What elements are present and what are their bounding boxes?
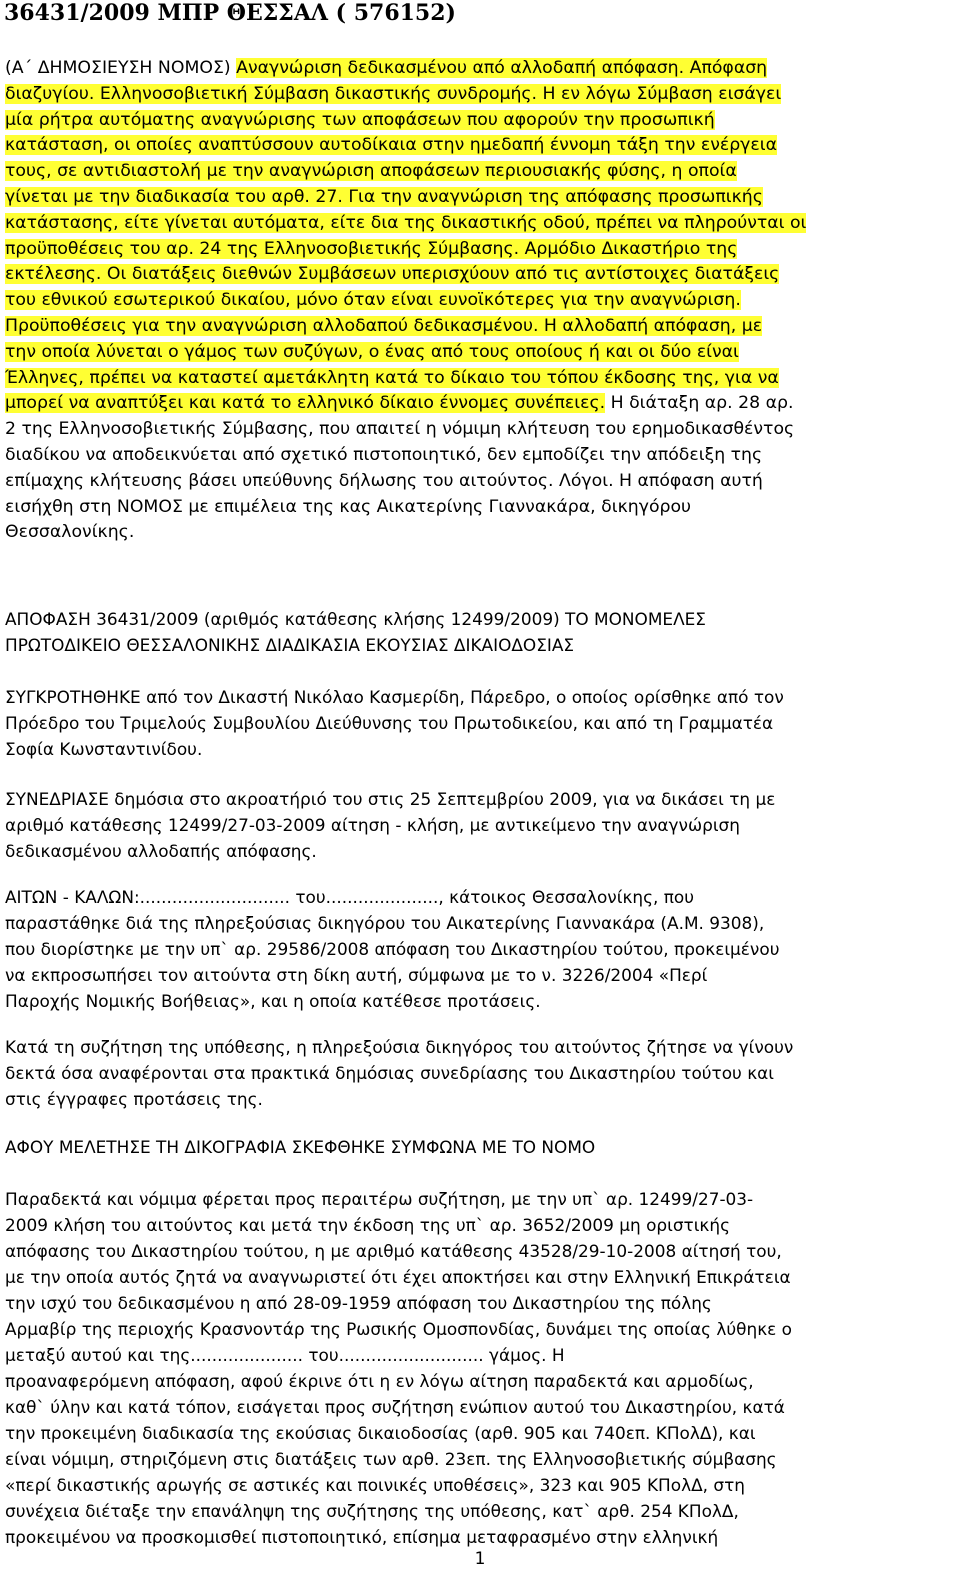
page-number: 1 [474, 1549, 486, 1569]
paragraph-line: δεδικασμένου αλλοδαπής απόφασης. [5, 841, 317, 861]
document-title: 36431/2009 ΜΠΡ ΘΕΣΣΑΛ ( 576152) [4, 0, 456, 26]
paragraph-line: που διορίστηκε με την υπ` αρ. 29586/2008 απόφαση του Δικαστηρίου τούτου, προκειμένου [5, 939, 780, 959]
paragraph-line: Πρόεδρο του Τριμελούς Συμβουλίου Διεύθυνσης του Πρωτοδικείου, και από τη Γραμματέα [5, 713, 774, 733]
hearing-paragraph [5, 1034, 949, 1112]
composition-paragraph [5, 684, 949, 762]
paragraph-line: στις έγγραφες προτάσεις της. [5, 1089, 263, 1109]
summary-line [5, 185, 949, 211]
applicant-paragraph [5, 884, 949, 1014]
paragraph-line: Αρμαβίρ της περιοχής Κρασνοντάρ της Ρωσικής Ομοσπονδίας, δυνάμει της οποίας λύθηκε ο [5, 1319, 793, 1339]
paragraph-line: καθ` ύλην και κατά τόπον, εισάγεται προς συζήτηση ενώπιον αυτού του Δικαστηρίου, κατά [5, 1397, 785, 1417]
highlighted-text: μπορεί να αναπτύξει και κατά το ελληνικό δίκαιο έννομες συνέπειες. [5, 393, 606, 414]
summary-line [5, 262, 949, 288]
summary-line [5, 133, 949, 159]
summary-text: διαδίκου να αποδεικνύεται από σχετικό πιστοποιητικό, δεν εμποδίζει την απόδειξη της [5, 444, 763, 465]
highlighted-text: εκτέλεσης. Οι διατάξεις διεθνών Συμβάσεων υπερισχύουν από τις αντίστοιχες διατάξεις [5, 264, 780, 285]
paragraph-line: να εκπροσωπήσει τον αιτούντα στη δίκη αυτή, σύμφωνα με το ν. 3226/2004 «Περί [5, 965, 708, 985]
paragraph-line: ΣΥΓΚΡΟΤΗΘΗΚΕ από τον Δικαστή Νικόλαο Κασμερίδη, Πάρεδρο, ο οποίος ορίσθηκε από τον [5, 687, 784, 707]
summary-line [5, 108, 949, 134]
highlighted-text: μία ρήτρα αυτόματης αναγνώρισης των αποφάσεων που αφορούν την προσωπική [5, 109, 715, 130]
summary-line [5, 495, 949, 521]
summary-line [5, 56, 949, 82]
summary-text: 2 της Ελληνοσοβιετικής Σύμβασης, που απαιτεί η νόμιμη κλήτευση του ερημοδικασθέντος [5, 419, 795, 440]
paragraph-line: Παραδεκτά και νόμιμα φέρεται προς περαιτέρω συζήτηση, με την υπ` αρ. 12499/27-03- [5, 1189, 754, 1209]
summary-text: Η διάταξη αρ. 28 αρ. [605, 393, 794, 414]
paragraph-line: Κατά τη συζήτηση της υπόθεσης, η πληρεξούσια δικηγόρος του αιτούντος ζήτησε να γίνουν [5, 1037, 794, 1057]
paragraph-line: ΑΙΤΩΝ - ΚΑΛΩΝ:............................ του....................., κάτοικος Θεσσαλονίκης, που [5, 887, 695, 907]
paragraph-line: ΑΠΟΦΑΣΗ 36431/2009 (αριθμός κατάθεσης κλήσης 12499/2009) ΤΟ ΜΟΝΟΜΕΛΕΣ [5, 609, 706, 629]
summary-line [5, 366, 949, 392]
paragraph-line: δεκτά όσα αναφέρονται στα πρακτικά δημόσιας συνεδρίασης του Δικαστηρίου τούτου και [5, 1063, 775, 1083]
highlighted-text: του εθνικού εσωτερικού δικαίου, μόνο όταν είναι ευνοϊκότερες για την αναγνώριση. [5, 290, 741, 311]
summary-line [5, 340, 949, 366]
paragraph-line: απόφασης του Δικαστηρίου τούτου, η με αριθμό κατάθεσης 43528/29-10-2008 αίτησή του, [5, 1241, 782, 1261]
summary-line [5, 159, 949, 185]
summary-text: (Α΄ ΔΗΜΟΣΙΕΥΣΗ ΝΟΜΟΣ) [5, 58, 237, 78]
highlighted-text: διαζυγίου. Ελληνοσοβιετική Σύμβαση δικαστικής συνδρομής. Η εν λόγω Σύμβαση εισάγει [5, 83, 782, 104]
summary-text: εισήχθη στη ΝΟΜΟΣ με επιμέλεια της κας Αικατερίνης Γιαννακάρα, δικηγόρου [5, 496, 692, 517]
summary-line [5, 314, 949, 340]
paragraph-line: είναι νόμιμη, στηριζόμενη στις διατάξεις των αρθ. 23επ. της Ελληνοσοβιετικής σύμβασης [5, 1449, 777, 1469]
highlighted-text: τους, σε αντιδιαστολή με την αναγνώριση αποφάσεων περιουσιακής φύσης, η οποία [5, 161, 737, 182]
paragraph-line: μεταξύ αυτού και της..................... του........................... γάμος. Η [5, 1345, 565, 1365]
paragraph-line: 2009 κλήση του αιτούντος και μετά την έκδοση της υπ` αρ. 3652/2009 μη οριστικής [5, 1215, 731, 1235]
paragraph-line: προκειμένου να προσκομισθεί πιστοποιητικό, επίσημα μεταφρασμένο στην ελληνική [5, 1527, 719, 1547]
summary-abstract [5, 56, 949, 546]
decision-heading [5, 606, 949, 658]
summary-line [5, 288, 949, 314]
paragraph-line: ΑΦΟΥ ΜΕΛΕΤΗΣΕ ΤΗ ΔΙΚΟΓΡΑΦΙΑ ΣΚΕΦΘΗΚΕ ΣΥΜΦΩΝΑ ΜΕ ΤΟ ΝΟΜΟ [5, 1137, 596, 1157]
summary-text: επίμαχης κλήτευσης βάσει υπεύθυνης δήλωσης του αιτούντος. Λόγοι. Η απόφαση αυτή [5, 470, 763, 491]
summary-line [5, 469, 949, 495]
highlighted-text: γίνεται με την διαδικασία του αρθ. 27. Για την αναγνώριση της απόφασης προσωπικής [5, 186, 763, 207]
summary-line [5, 211, 949, 237]
paragraph-line: παραστάθηκε διά της πληρεξούσιας δικηγόρου του Αικατερίνης Γιαννακάρα (Α.Μ. 9308), [5, 913, 765, 933]
paragraph-line: την προκειμένη διαδικασία της εκούσιας δικαιοδοσίας (αρθ. 905 και 740επ. ΚΠολΔ), και [5, 1423, 756, 1443]
summary-text: Θεσσαλονίκης. [5, 522, 135, 543]
paragraph-line: την ισχύ του δεδικασμένου η από 28-09-1959 απόφαση του Δικαστηρίου της πόλης [5, 1293, 712, 1313]
session-paragraph [5, 786, 949, 864]
highlighted-text: Έλληνες, πρέπει να καταστεί αμετάκλητη κατά το δίκαιο του τόπου έκδοσης της, για να [5, 367, 779, 388]
highlighted-text: προϋποθέσεις του αρ. 24 της Ελληνοσοβιετικής Σύμβασης. Αρμόδιο Δικαστήριο της [5, 238, 738, 259]
deliberation-heading [5, 1134, 949, 1160]
highlighted-text: Αναγνώριση δεδικασμένου από αλλοδαπή απόφαση. Απόφαση [236, 58, 768, 78]
paragraph-line: συνέχεια διέταξε την επανάληψη της συζήτησης της υπόθεσης, κατ` αρθ. 254 ΚΠολΔ, [5, 1501, 739, 1521]
summary-line [5, 520, 949, 546]
summary-line [5, 443, 949, 469]
paragraph-line: ΠΡΩΤΟΔΙΚΕΙΟ ΘΕΣΣΑΛΟΝΙΚΗΣ ΔΙΑΔΙΚΑΣΙΑ ΕΚΟΥΣΙΑΣ ΔΙΚΑΙΟΔΟΣΙΑΣ [5, 635, 575, 655]
summary-line [5, 82, 949, 108]
highlighted-text: κατάσταση, οι οποίες αναπτύσσουν αυτοδίκαια στην ημεδαπή έννομη τάξη την ενέργεια [5, 135, 777, 156]
reasoning-paragraph [5, 1186, 949, 1550]
paragraph-line: με την οποία αυτός ζητά να αναγνωριστεί ότι έχει αποκτήσει και στην Ελληνική Επικράτεια [5, 1267, 791, 1287]
paragraph-line: Σοφία Κωνσταντινίδου. [5, 739, 203, 759]
paragraph-line: «περί δικαστικής αρωγής σε αστικές και ποινικές υποθέσεις», 323 και 905 ΚΠολΔ, στη [5, 1475, 745, 1495]
paragraph-line: αριθμό κατάθεσης 12499/27-03-2009 αίτηση - κλήση, με αντικείμενο την αναγνώριση [5, 815, 740, 835]
highlighted-text: την οποία λύνεται ο γάμος των συζύγων, ο ένας από τους οποίους ή και οι δύο είναι [5, 341, 739, 362]
paragraph-line: ΣΥΝΕΔΡΙΑΣΕ δημόσια στο ακροατήριό του στις 25 Σεπτεμβρίου 2009, για να δικάσει τη με [5, 789, 776, 809]
summary-line [5, 237, 949, 263]
paragraph-line: Παροχής Νομικής Βοήθειας», και η οποία κατέθεσε προτάσεις. [5, 991, 541, 1011]
highlighted-text: Προϋποθέσεις για την αναγνώριση αλλοδαπού δεδικασμένου. Η αλλοδαπή απόφαση, με [5, 315, 763, 336]
highlighted-text: κατάστασης, είτε γίνεται αυτόματα, είτε δια της δικαστικής οδού, πρέπει να πληρούνται οι [5, 212, 807, 233]
summary-line [5, 417, 949, 443]
summary-line [5, 391, 949, 417]
paragraph-line: προαναφερόμενη απόφαση, αφού έκρινε ότι η εν λόγω αίτηση παραδεκτά και αρμοδίως, [5, 1371, 754, 1391]
